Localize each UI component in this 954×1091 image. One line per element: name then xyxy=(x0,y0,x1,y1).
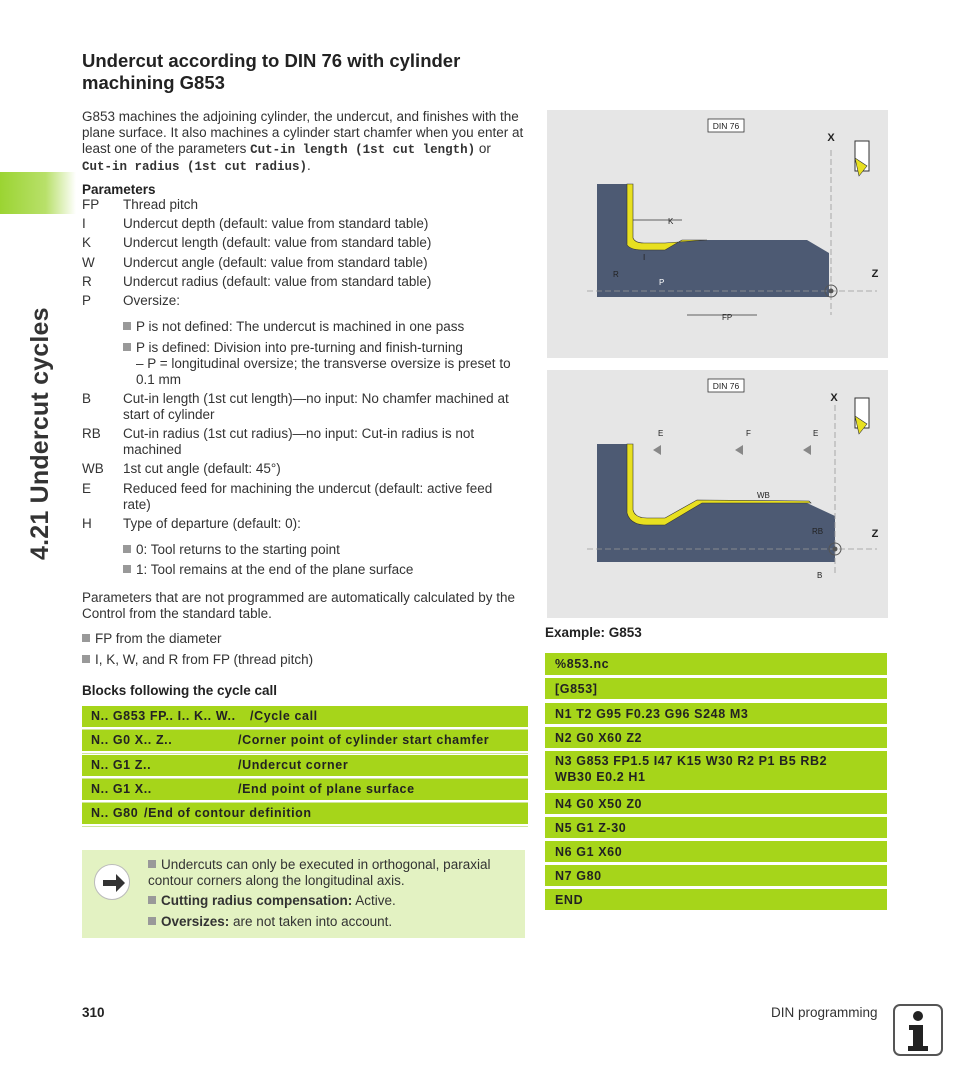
figure-undercut-feeds xyxy=(547,370,888,618)
label-e2: E xyxy=(813,429,819,438)
chip-shape xyxy=(627,184,707,250)
bullet-square xyxy=(82,634,90,642)
bullet-square xyxy=(123,322,131,330)
label-f: F xyxy=(746,429,751,438)
param-desc: Undercut depth (default: value from standard table) xyxy=(123,216,429,231)
code-line xyxy=(545,841,887,862)
feed-arrow-e1 xyxy=(653,445,661,455)
param-code: E xyxy=(82,481,92,496)
page-title: Undercut according to DIN 76 with cylinder machining G853 xyxy=(82,50,461,93)
label-z: Z xyxy=(871,268,879,280)
param-desc: Undercut radius (default: value from standard table) xyxy=(123,274,432,289)
code-line xyxy=(545,817,887,838)
code-text: %853.nc xyxy=(555,657,610,671)
bullet-square xyxy=(123,565,131,573)
block-row xyxy=(82,706,528,727)
label-i: I xyxy=(643,253,646,262)
label-b: B xyxy=(817,571,823,580)
param-desc: Reduced feed for machining the undercut (default: active feed rate) xyxy=(123,481,493,512)
code-text: N6 G1 X60 xyxy=(555,845,623,859)
code-text: N2 G0 X60 Z2 xyxy=(555,731,643,745)
param-code: FP xyxy=(82,197,100,212)
figure-undercut-dimensions xyxy=(547,110,888,358)
block-comment: /Corner point of cylinder start chamfer xyxy=(238,733,490,747)
parameters-heading: Parameters xyxy=(82,182,156,197)
block-row xyxy=(82,779,528,800)
list-item xyxy=(123,562,523,578)
label-fp: FP xyxy=(722,313,733,322)
label-x: X xyxy=(830,392,838,404)
list-item xyxy=(82,631,522,647)
auto-calc-note: Parameters that are not programmed are automatically calculated by the Control from the standard table. xyxy=(82,590,515,621)
block-row xyxy=(82,730,528,751)
block-code: N.. G1 X.. xyxy=(91,782,152,796)
bullet-text: FP from the diameter xyxy=(95,631,222,646)
bullet-square xyxy=(148,896,156,904)
note-item xyxy=(148,914,518,930)
label-p: P xyxy=(659,278,665,287)
note-bold: Oversizes: xyxy=(161,914,230,929)
blocks-heading: Blocks following the cycle call xyxy=(82,683,278,698)
note-box xyxy=(82,850,525,938)
param-code: K xyxy=(82,235,92,250)
param-desc: Undercut angle (default: value from standard table) xyxy=(123,255,428,270)
code-line xyxy=(545,727,887,748)
param-code: WB xyxy=(82,461,104,476)
code-line xyxy=(545,865,887,886)
example-heading: Example: G853 xyxy=(545,625,642,640)
code-text: N1 T2 G95 F0.23 G96 S248 M3 xyxy=(555,707,749,721)
bullet-text: I, K, W, and R from FP (thread pitch) xyxy=(95,652,314,667)
param-code: I xyxy=(82,216,86,231)
intro-text-b: or xyxy=(475,141,491,156)
code-text: [G853] xyxy=(555,682,598,696)
label-e1: E xyxy=(658,429,664,438)
info-icon xyxy=(893,1004,943,1056)
param-code: P xyxy=(82,293,92,308)
label-z: Z xyxy=(871,528,879,540)
note-text: Undercuts can only be executed in orthogonal, paraxial contour corners along the longitudinal axis. xyxy=(148,857,491,888)
intro-code-b: Cut-in radius (1st cut radius) xyxy=(82,160,308,174)
footer-section: DIN programming xyxy=(771,1005,878,1020)
feed-arrow-e2 xyxy=(803,445,811,455)
param-code: R xyxy=(82,274,92,289)
param-desc: Cut-in length (1st cut length)—no input: No chamfer machined at start of cylinder xyxy=(123,391,509,422)
param-desc: 1st cut angle (default: 45°) xyxy=(123,461,281,476)
block-code: N.. G1 Z.. xyxy=(91,758,152,772)
bullet-text: 0: Tool returns to the starting point xyxy=(136,542,340,557)
code-line xyxy=(545,751,887,790)
param-code: H xyxy=(82,516,92,531)
block-row xyxy=(82,755,528,776)
param-desc: Oversize: xyxy=(123,293,181,308)
list-item xyxy=(123,340,523,356)
note-item xyxy=(148,857,518,889)
bullet-text: 1: Tool remains at the end of the plane surface xyxy=(136,562,414,577)
intro-code-a: Cut-in length (1st cut length) xyxy=(250,143,476,157)
block-code: N.. G853 FP.. I.. K.. W.. xyxy=(91,709,236,723)
param-code: W xyxy=(82,255,95,270)
code-line xyxy=(545,653,887,675)
arrow-right-icon xyxy=(94,864,130,900)
note-text: Active. xyxy=(352,893,396,908)
bullet-text: P is defined: Division into pre-turning and finish-turning xyxy=(136,340,463,355)
label-wb: WB xyxy=(757,491,770,500)
code-text: N7 G80 xyxy=(555,869,602,883)
side-tab-highlight xyxy=(0,172,76,214)
bullet-square xyxy=(148,860,156,868)
param-code: RB xyxy=(82,426,101,441)
bullet-square xyxy=(123,343,131,351)
block-comment: /End of contour definition xyxy=(144,806,312,820)
bullet-square xyxy=(123,545,131,553)
code-text: N5 G1 Z-30 xyxy=(555,821,627,835)
block-code: N.. G0 X.. Z.. xyxy=(91,733,173,747)
list-item xyxy=(123,319,523,335)
param-code: B xyxy=(82,391,92,406)
block-comment: /Cycle call xyxy=(250,709,318,723)
code-text: WB30 E0.2 H1 xyxy=(555,770,646,784)
code-line xyxy=(545,678,887,699)
list-item xyxy=(82,652,522,668)
block-comment: /End point of plane surface xyxy=(238,782,415,796)
label-k: K xyxy=(668,217,674,226)
list-item-sub: – P = longitudinal oversize; the transverse oversize is preset to 0.1 mm xyxy=(136,356,511,387)
label-r: R xyxy=(613,270,619,279)
label-rb: RB xyxy=(812,527,824,536)
bullet-square xyxy=(148,917,156,925)
bullet-text: P is not defined: The undercut is machined in one pass xyxy=(136,319,465,334)
intro-text-a: G853 machines the adjoining cylinder, the undercut, and finishes with the plane surface. It also machines a cylinder start chamfer when you enter at least one of the parameters xyxy=(82,109,524,156)
note-text: are not taken into account. xyxy=(229,914,393,929)
block-row xyxy=(82,803,528,824)
bullet-square xyxy=(82,655,90,663)
list-item xyxy=(123,542,523,558)
block-comment: /Undercut corner xyxy=(238,758,349,772)
block-code: N.. G80 xyxy=(91,806,139,820)
param-desc: Thread pitch xyxy=(123,197,199,212)
code-line xyxy=(545,889,887,910)
din76-tag-text: DIN 76 xyxy=(712,381,740,391)
page-number: 310 xyxy=(82,1005,105,1020)
note-bold: Cutting radius compensation: xyxy=(161,893,353,908)
code-line xyxy=(545,703,887,724)
feed-arrow-f xyxy=(735,445,743,455)
code-line xyxy=(545,793,887,814)
code-text: N4 G0 X50 Z0 xyxy=(555,797,643,811)
code-text: N3 G853 FP1.5 I47 K15 W30 R2 P1 B5 RB2 xyxy=(555,754,828,768)
side-tab-label: 4.21 Undercut cycles xyxy=(26,307,54,560)
code-text: END xyxy=(555,893,584,907)
din76-tag-text: DIN 76 xyxy=(712,121,740,131)
param-desc: Type of departure (default: 0): xyxy=(123,516,301,531)
param-desc: Undercut length (default: value from standard table) xyxy=(123,235,432,250)
intro-text-c: . xyxy=(307,158,311,173)
param-desc: Cut-in radius (1st cut radius)—no input: Cut-in radius is not machined xyxy=(123,426,475,457)
side-tab xyxy=(0,0,72,1091)
note-item xyxy=(148,893,518,909)
intro-paragraph xyxy=(82,109,524,175)
label-x: X xyxy=(827,132,835,144)
